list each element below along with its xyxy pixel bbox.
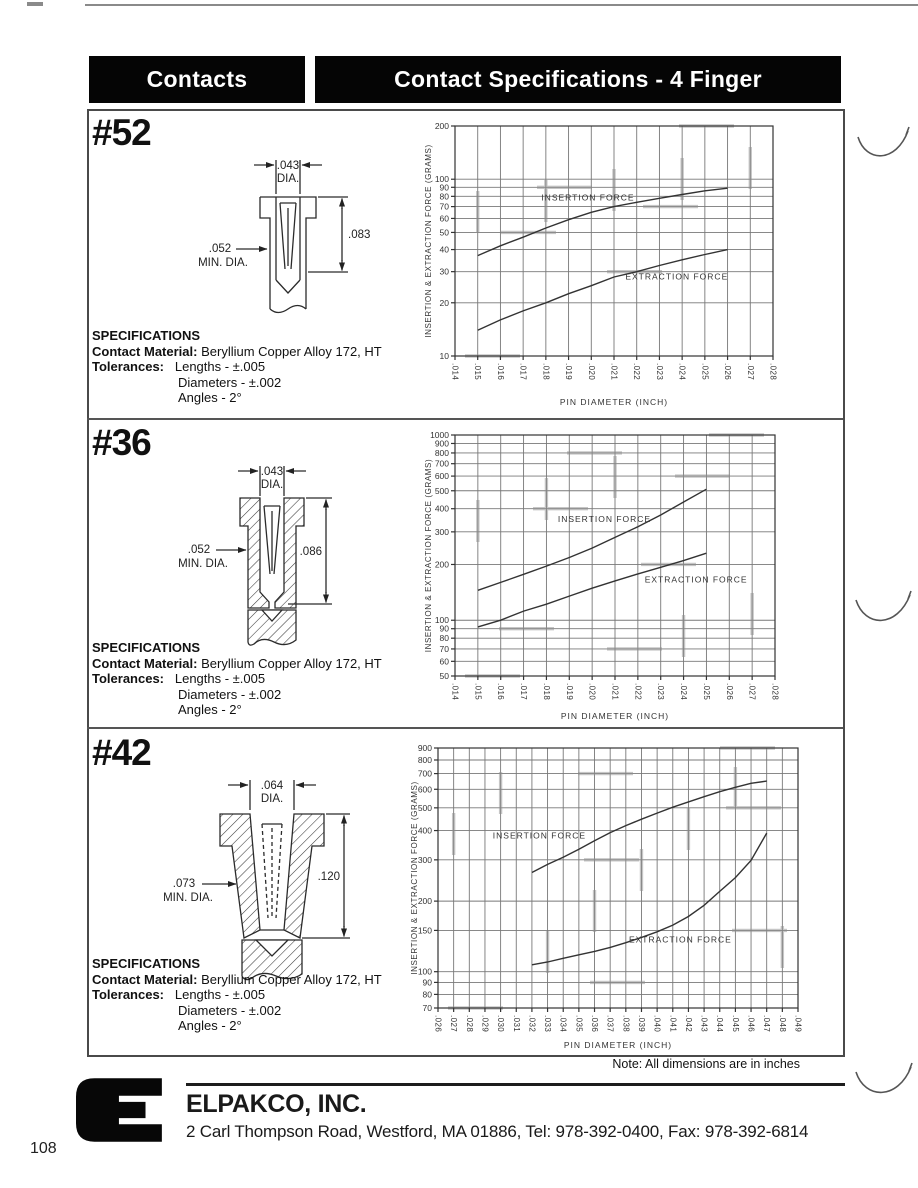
dim-side-value: .086 [299, 546, 322, 558]
svg-text:.027: .027 [747, 683, 757, 701]
dim-top-unit: DIA. [260, 793, 284, 805]
insertion-force-label: INSERTION FORCE [541, 192, 635, 203]
specs-tol-angles: Angles - 2° [178, 702, 242, 717]
svg-text:700: 700 [434, 458, 449, 469]
svg-text:400: 400 [434, 503, 449, 514]
dim-side-value: .083 [348, 229, 371, 241]
svg-text:1000: 1000 [430, 430, 449, 440]
svg-text:.021: .021 [609, 363, 619, 381]
svg-text:.015: .015 [473, 363, 483, 381]
svg-text:.049: .049 [793, 1015, 803, 1033]
svg-text:70: 70 [439, 201, 449, 212]
svg-text:60: 60 [439, 213, 449, 224]
svg-text:.019: .019 [564, 683, 574, 701]
svg-text:.020: .020 [586, 363, 596, 381]
contact-52-break-line [270, 306, 306, 313]
svg-text:700: 700 [417, 768, 432, 779]
axis-labels [435, 121, 778, 380]
svg-text:.028: .028 [768, 363, 778, 381]
specs-52 [92, 328, 422, 406]
elpakco-logo [76, 1078, 168, 1142]
axes [434, 748, 798, 1012]
specs-tol-diameters: Diameters - ±.002 [178, 686, 282, 702]
svg-text:.029: .029 [480, 1015, 490, 1033]
svg-text:70: 70 [439, 643, 449, 654]
dim-min-value: .052 [187, 544, 211, 556]
contact-36-drawing [172, 458, 402, 668]
page-curl-artifact-bottom [852, 1062, 916, 1107]
svg-text:.030: .030 [496, 1015, 506, 1033]
y-axis-title: INSERTION & EXTRACTION FORCE (GRAMS) [424, 144, 433, 338]
page-curl-artifact-top [852, 125, 914, 170]
insertion-force-label: INSERTION FORCE [557, 513, 652, 524]
svg-text:60: 60 [439, 656, 449, 667]
svg-text:100: 100 [434, 174, 449, 185]
svg-text:.027: .027 [745, 363, 755, 381]
svg-text:.017: .017 [519, 683, 529, 701]
svg-text:100: 100 [417, 966, 432, 977]
contact-36-fingers [264, 506, 280, 574]
extraction-force-curve [532, 833, 767, 965]
svg-text:.048: .048 [777, 1015, 787, 1033]
specs-material-row: Contact Material: Beryllium Copper Alloy 172, HT [92, 655, 382, 671]
dim-top-unit: DIA. [260, 479, 284, 491]
section-divider-1 [87, 418, 843, 420]
svg-text:.018: .018 [541, 363, 551, 381]
svg-text:.036: .036 [590, 1015, 600, 1033]
dimensions-note: Note: All dimensions are in inches [612, 1057, 800, 1071]
svg-text:600: 600 [417, 784, 432, 795]
svg-text:.043: .043 [699, 1015, 709, 1033]
svg-text:.018: .018 [541, 683, 551, 701]
specs-tol-angles: Angles - 2° [178, 1018, 242, 1033]
svg-text:.024: .024 [679, 683, 689, 701]
specs-36 [92, 640, 422, 718]
specs-tolerances-row: Tolerances: Lengths - ±.005 [92, 987, 266, 1002]
dim-side-value: .120 [317, 871, 340, 883]
svg-text:.022: .022 [632, 363, 642, 381]
grid [438, 748, 798, 1008]
svg-text:.027: .027 [449, 1015, 459, 1033]
section-divider-2 [87, 727, 843, 729]
svg-text:.045: .045 [730, 1015, 740, 1033]
company-name: ELPAKCO, INC. [186, 1090, 367, 1118]
page-top-rule [85, 4, 918, 6]
svg-text:.019: .019 [564, 363, 574, 381]
page-title: Contact Specifications - 4 Finger [394, 66, 762, 92]
dim-min-unit: MIN. DIA. [178, 558, 228, 570]
svg-text:.016: .016 [495, 363, 505, 381]
svg-text:.032: .032 [527, 1015, 537, 1033]
extraction-force-curve [478, 250, 728, 331]
svg-text:.026: .026 [724, 683, 734, 701]
specs-heading: SPECIFICATIONS [92, 956, 201, 971]
svg-text:.041: .041 [668, 1015, 678, 1033]
page-number: 108 [30, 1140, 57, 1157]
specs-heading: SPECIFICATIONS [92, 640, 201, 655]
tab-contacts [89, 56, 305, 103]
axes [451, 435, 775, 680]
svg-text:.034: .034 [558, 1015, 568, 1033]
svg-text:600: 600 [434, 471, 449, 482]
svg-text:800: 800 [434, 447, 449, 458]
svg-text:150: 150 [417, 925, 432, 936]
svg-text:.023: .023 [656, 683, 666, 701]
axes [451, 126, 773, 360]
dim-min-unit: MIN. DIA. [198, 257, 248, 269]
specs-tolerances-row: Tolerances: Lengths - ±.005 [92, 359, 266, 374]
svg-text:.026: .026 [723, 363, 733, 381]
svg-text:.046: .046 [746, 1015, 756, 1033]
dim-top-value: .064 [260, 780, 284, 792]
contact-42-left-wall [220, 814, 260, 938]
svg-text:.015: .015 [473, 683, 483, 701]
svg-text:50: 50 [439, 227, 449, 238]
svg-text:400: 400 [417, 825, 432, 836]
svg-text:300: 300 [417, 854, 432, 865]
svg-text:90: 90 [439, 182, 449, 193]
svg-text:80: 80 [422, 989, 432, 1000]
insertion-force-label: INSERTION FORCE [492, 830, 587, 841]
svg-text:.025: .025 [700, 363, 710, 381]
svg-text:.033: .033 [543, 1015, 553, 1033]
footer-rule [186, 1083, 845, 1086]
svg-text:.021: .021 [610, 683, 620, 701]
y-axis-title: INSERTION & EXTRACTION FORCE (GRAMS) [410, 781, 419, 975]
svg-text:.025: .025 [701, 683, 711, 701]
svg-text:90: 90 [422, 977, 432, 988]
svg-text:.031: .031 [511, 1015, 521, 1033]
extraction-force-label: EXTRACTION FORCE [644, 574, 748, 585]
svg-text:10: 10 [439, 351, 449, 361]
svg-text:.037: .037 [605, 1015, 615, 1033]
dim-min-value: .052 [208, 243, 232, 255]
svg-text:.023: .023 [654, 363, 664, 381]
svg-text:200: 200 [417, 896, 432, 907]
svg-text:100: 100 [434, 615, 449, 626]
insertion-force-curve [532, 781, 767, 872]
specs-material-row: Contact Material: Beryllium Copper Alloy 172, HT [92, 343, 382, 359]
specs-tol-diameters: Diameters - ±.002 [178, 374, 282, 390]
svg-text:40: 40 [439, 244, 449, 255]
svg-text:.040: .040 [652, 1015, 662, 1033]
svg-text:200: 200 [434, 121, 449, 131]
tab-contacts-label: Contacts [146, 66, 248, 92]
company-address: 2 Carl Thompson Road, Westford, MA 01886, Tel: 978-392-0400, Fax: 978-392-6814 [186, 1122, 809, 1141]
svg-text:.028: .028 [464, 1015, 474, 1033]
extraction-force-label: EXTRACTION FORCE [628, 934, 732, 945]
svg-text:.026: .026 [433, 1015, 443, 1033]
extraction-force-label: EXTRACTION FORCE [625, 271, 729, 282]
svg-text:90: 90 [439, 623, 449, 634]
svg-text:.016: .016 [496, 683, 506, 701]
svg-text:900: 900 [434, 438, 449, 449]
svg-text:.044: .044 [715, 1015, 725, 1033]
svg-text:70: 70 [422, 1003, 432, 1013]
specs-tolerances-row: Tolerances: Lengths - ±.005 [92, 671, 266, 686]
grid [455, 126, 773, 356]
scan-blotches [465, 435, 764, 676]
svg-text:20: 20 [439, 297, 449, 308]
svg-text:300: 300 [434, 526, 449, 537]
specs-tol-diameters: Diameters - ±.002 [178, 1002, 282, 1018]
scan-artifact-mark [27, 2, 43, 6]
contact-42-fingers-dashed [262, 824, 282, 918]
dim-min-unit: MIN. DIA. [163, 892, 213, 904]
section-52-number: #52 [92, 112, 151, 153]
svg-text:.014: .014 [450, 363, 460, 381]
dim-top-value: .043 [276, 160, 300, 172]
svg-text:.014: .014 [450, 683, 460, 701]
dim-top-value: .043 [260, 466, 284, 478]
svg-text:.039: .039 [636, 1015, 646, 1033]
force-chart-36 [420, 423, 845, 725]
svg-text:.047: .047 [762, 1015, 772, 1033]
contact-52-fingers [280, 203, 296, 269]
dim-top-unit: DIA. [276, 173, 300, 185]
svg-text:800: 800 [417, 754, 432, 765]
x-axis-title: PIN DIAMETER (INCH) [559, 397, 669, 407]
specs-42 [92, 956, 422, 1034]
svg-text:50: 50 [439, 671, 449, 681]
y-axis-title: INSERTION & EXTRACTION FORCE (GRAMS) [424, 458, 433, 653]
svg-text:80: 80 [439, 191, 449, 202]
specs-material-row: Contact Material: Beryllium Copper Alloy 172, HT [92, 971, 382, 987]
svg-text:.028: .028 [770, 683, 780, 701]
specs-tol-angles: Angles - 2° [178, 390, 242, 405]
svg-text:.024: .024 [677, 363, 687, 381]
section-42-number: #42 [92, 732, 151, 773]
svg-text:.042: .042 [683, 1015, 693, 1033]
svg-text:80: 80 [439, 633, 449, 644]
svg-text:900: 900 [417, 743, 432, 753]
axis-labels [430, 430, 779, 700]
page-title-bar [315, 56, 841, 103]
svg-text:.035: .035 [574, 1015, 584, 1033]
svg-text:.038: .038 [621, 1015, 631, 1033]
svg-text:.020: .020 [587, 683, 597, 701]
svg-text:200: 200 [434, 559, 449, 570]
x-axis-title: PIN DIAMETER (INCH) [563, 1040, 673, 1050]
section-36-number: #36 [92, 422, 151, 463]
x-axis-title: PIN DIAMETER (INCH) [560, 711, 670, 721]
dim-min-value: .073 [172, 878, 196, 890]
force-chart-52 [420, 113, 845, 413]
svg-text:.022: .022 [633, 683, 643, 701]
specs-heading: SPECIFICATIONS [92, 328, 201, 343]
svg-text:500: 500 [417, 802, 432, 813]
force-chart-42 [406, 736, 845, 1058]
page-curl-artifact-middle [852, 590, 914, 635]
svg-text:500: 500 [434, 485, 449, 496]
contact-52-drawing [190, 152, 420, 330]
svg-text:.017: .017 [518, 363, 528, 381]
scan-blotches [465, 126, 750, 356]
svg-text:30: 30 [439, 266, 449, 277]
